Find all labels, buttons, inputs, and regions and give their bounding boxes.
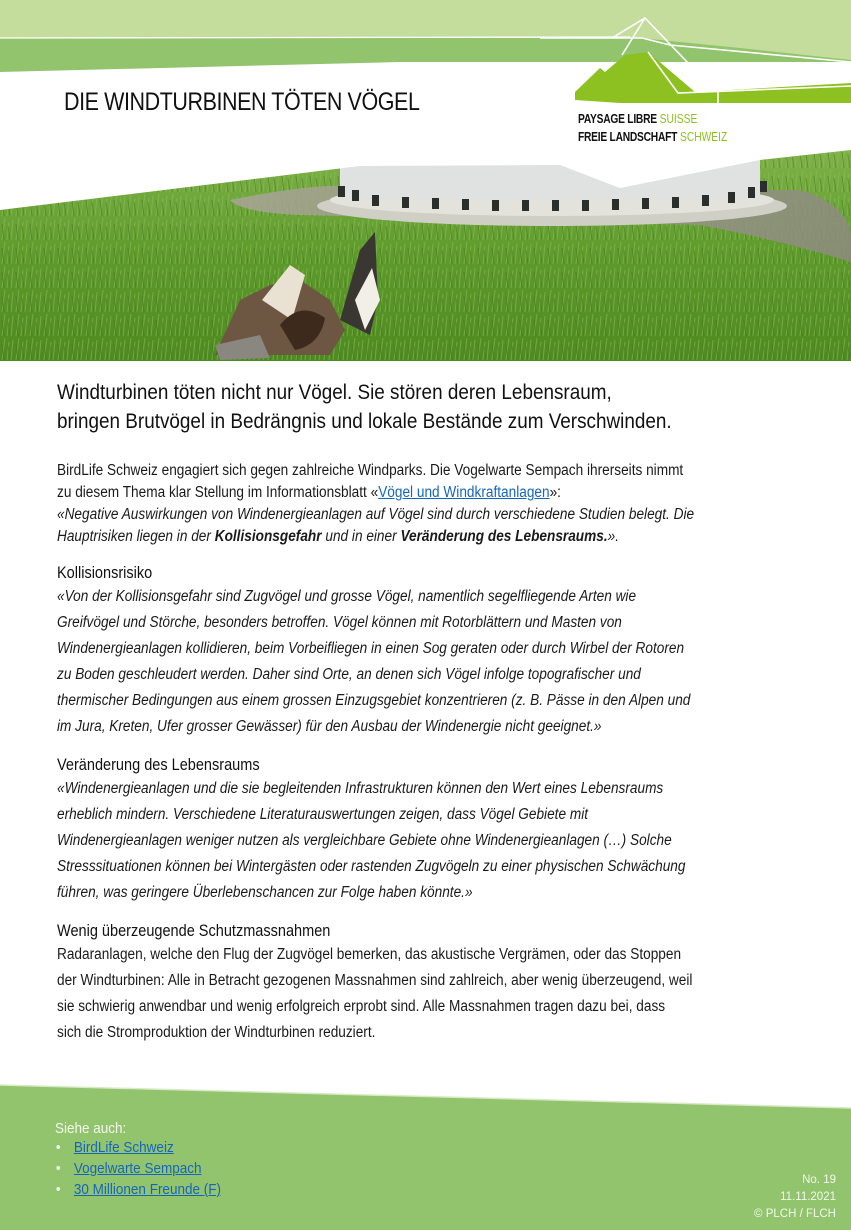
intro-line-with-link — [57, 482, 805, 504]
section-line: Stresssituationen können bei Wintergästen oder rastenden Zugvögeln zu einer physischen Schwächung — [57, 858, 686, 875]
section-line: erheblich mindern. Verschiedene Literaturauswertungen zeigen, dass Vögel Gebiete mit — [57, 806, 589, 823]
section-line: Windenergieanlagen kollidieren, beim Vorbeifliegen in einen Sog geraten oder durch Wirbel der Rotoren — [57, 640, 685, 657]
quote-text: und in einer — [321, 528, 401, 545]
logo-line-2 — [578, 128, 727, 146]
quote-text: Hauptrisiken liegen in der — [57, 528, 215, 545]
section-line: Windenergieanlagen weniger nutzen als vergleichbare Gebiete ohne Windenergieanlagen (…) Solche — [57, 832, 672, 849]
intro-quote-line: «Negative Auswirkungen von Windenergieanlagen auf Vögel sind durch verschiedene Studien belegt. Die — [57, 506, 695, 523]
section-line: der Windturbinen: Alle in Betracht gezogenen Massnahmen sind zahlreich, aber wenig überzeugend, weil — [57, 972, 693, 989]
section-line: sie schwierig anwendbar und wenig erfolgreich erprobt sind. Alle Massnahmen tragen dazu bei, dass — [57, 998, 666, 1015]
lead-line: Windturbinen töten nicht nur Vögel. Sie stören deren Lebensraum, — [57, 381, 612, 404]
bullet-icon: • — [55, 1160, 61, 1177]
link-vogelwarte-sempach[interactable]: Vogelwarte Sempach — [73, 1160, 202, 1177]
list-item — [55, 1137, 221, 1158]
issue-number: No. 19 — [802, 1174, 836, 1186]
intro-suffix: »: — [549, 484, 561, 501]
lead-line: bringen Brutvögel in Bedrängnis und lokale Bestände zum Verschwinden. — [57, 410, 672, 433]
section-line: Radaranlagen, welche den Flug der Zugvögel bemerken, das akustische Vergrämen, oder das Stoppen — [57, 946, 682, 963]
copyright: © PLCH / FLCH — [754, 1208, 836, 1220]
section-schutzmassnahmen — [57, 920, 805, 1046]
intro-line: BirdLife Schweiz engagiert sich gegen zahlreiche Windparks. Die Vogelwarte Sempach ihrerseits nimmt — [57, 462, 684, 479]
see-also-list — [55, 1137, 221, 1200]
section-body — [57, 942, 805, 1046]
header-band-light — [0, 0, 851, 38]
main-content — [57, 378, 802, 1046]
section-line: thermischer Bedingungen aus einem grossen Einzugsgebiet konzentrieren (z. B. Pässe in den Alpen und — [57, 692, 691, 709]
page-title: DIE WINDTURBINEN TÖTEN VÖGEL — [64, 88, 420, 116]
issue-date: 11.11.2021 — [780, 1191, 836, 1203]
quote-text: ». — [607, 528, 620, 545]
section-line: führen, was geringere Überlebenschancen zur Folge haben könnte.» — [57, 884, 473, 901]
section-title: Wenig überzeugende Schutzmassnahmen — [57, 922, 331, 940]
list-item — [55, 1158, 221, 1179]
section-line: sich die Stromproduktion der Windturbinen reduziert. — [57, 1024, 376, 1041]
section-line: «Windenergieanlagen und die sie begleitenden Infrastrukturen können den Wert eines Lebensraums — [57, 780, 664, 797]
section-title: Kollisionsrisiko — [57, 564, 153, 582]
quote-emphasis: Veränderung des Lebensraums. — [400, 528, 608, 545]
see-also-label: Siehe auch: — [55, 1120, 127, 1137]
logo-line-1-light: SUISSE — [659, 112, 698, 126]
quote-emphasis: Kollisionsgefahr — [214, 528, 322, 545]
intro-prefix: zu diesem Thema klar Stellung im Informationsblatt « — [57, 484, 379, 501]
see-also-block — [55, 1120, 221, 1200]
section-body — [57, 776, 805, 906]
link-birdlife-schweiz[interactable]: BirdLife Schweiz — [73, 1139, 174, 1156]
link-30-millionen-freunde[interactable]: 30 Millionen Freunde (F) — [73, 1181, 221, 1198]
logo-line-1-bold: PAYSAGE LIBRE — [578, 112, 657, 126]
section-line: Greifvögel und Störche, besonders betroffen. Vögel können mit Rotorblättern und Masten von — [57, 614, 622, 631]
section-lebensraum — [57, 754, 805, 906]
bullet-icon: • — [55, 1139, 61, 1156]
list-item — [55, 1179, 221, 1200]
section-line: zu Boden geschleudert werden. Daher sind Orte, an denen sich Vögel infolge topografischer und — [57, 666, 641, 683]
section-body — [57, 584, 805, 740]
logo-line-2-light: SCHWEIZ — [679, 130, 728, 144]
bullet-icon: • — [55, 1181, 61, 1198]
header-graphic — [0, 0, 851, 370]
section-kollisionsrisiko — [57, 562, 805, 740]
intro-quote-line — [57, 526, 805, 548]
logo-line-2-bold: FREIE LANDSCHAFT — [578, 130, 678, 144]
section-title: Veränderung des Lebensraums — [57, 756, 260, 774]
document-meta — [754, 1172, 836, 1223]
logo-line-1 — [578, 110, 727, 128]
link-voegel-und-windkraftanlagen[interactable]: Vögel und Windkraftanlagen — [378, 484, 550, 501]
section-line: «Von der Kollisionsgefahr sind Zugvögel und grosse Vögel, namentlich segelfliegende Arten wie — [57, 588, 637, 605]
intro-paragraph — [57, 460, 805, 548]
logo-wordmark — [578, 110, 727, 146]
lead-paragraph — [57, 378, 804, 436]
section-line: im Jura, Kreten, Ufer grosser Gewässer) für den Ausbau der Windenergie nicht geeignet.» — [57, 718, 602, 735]
